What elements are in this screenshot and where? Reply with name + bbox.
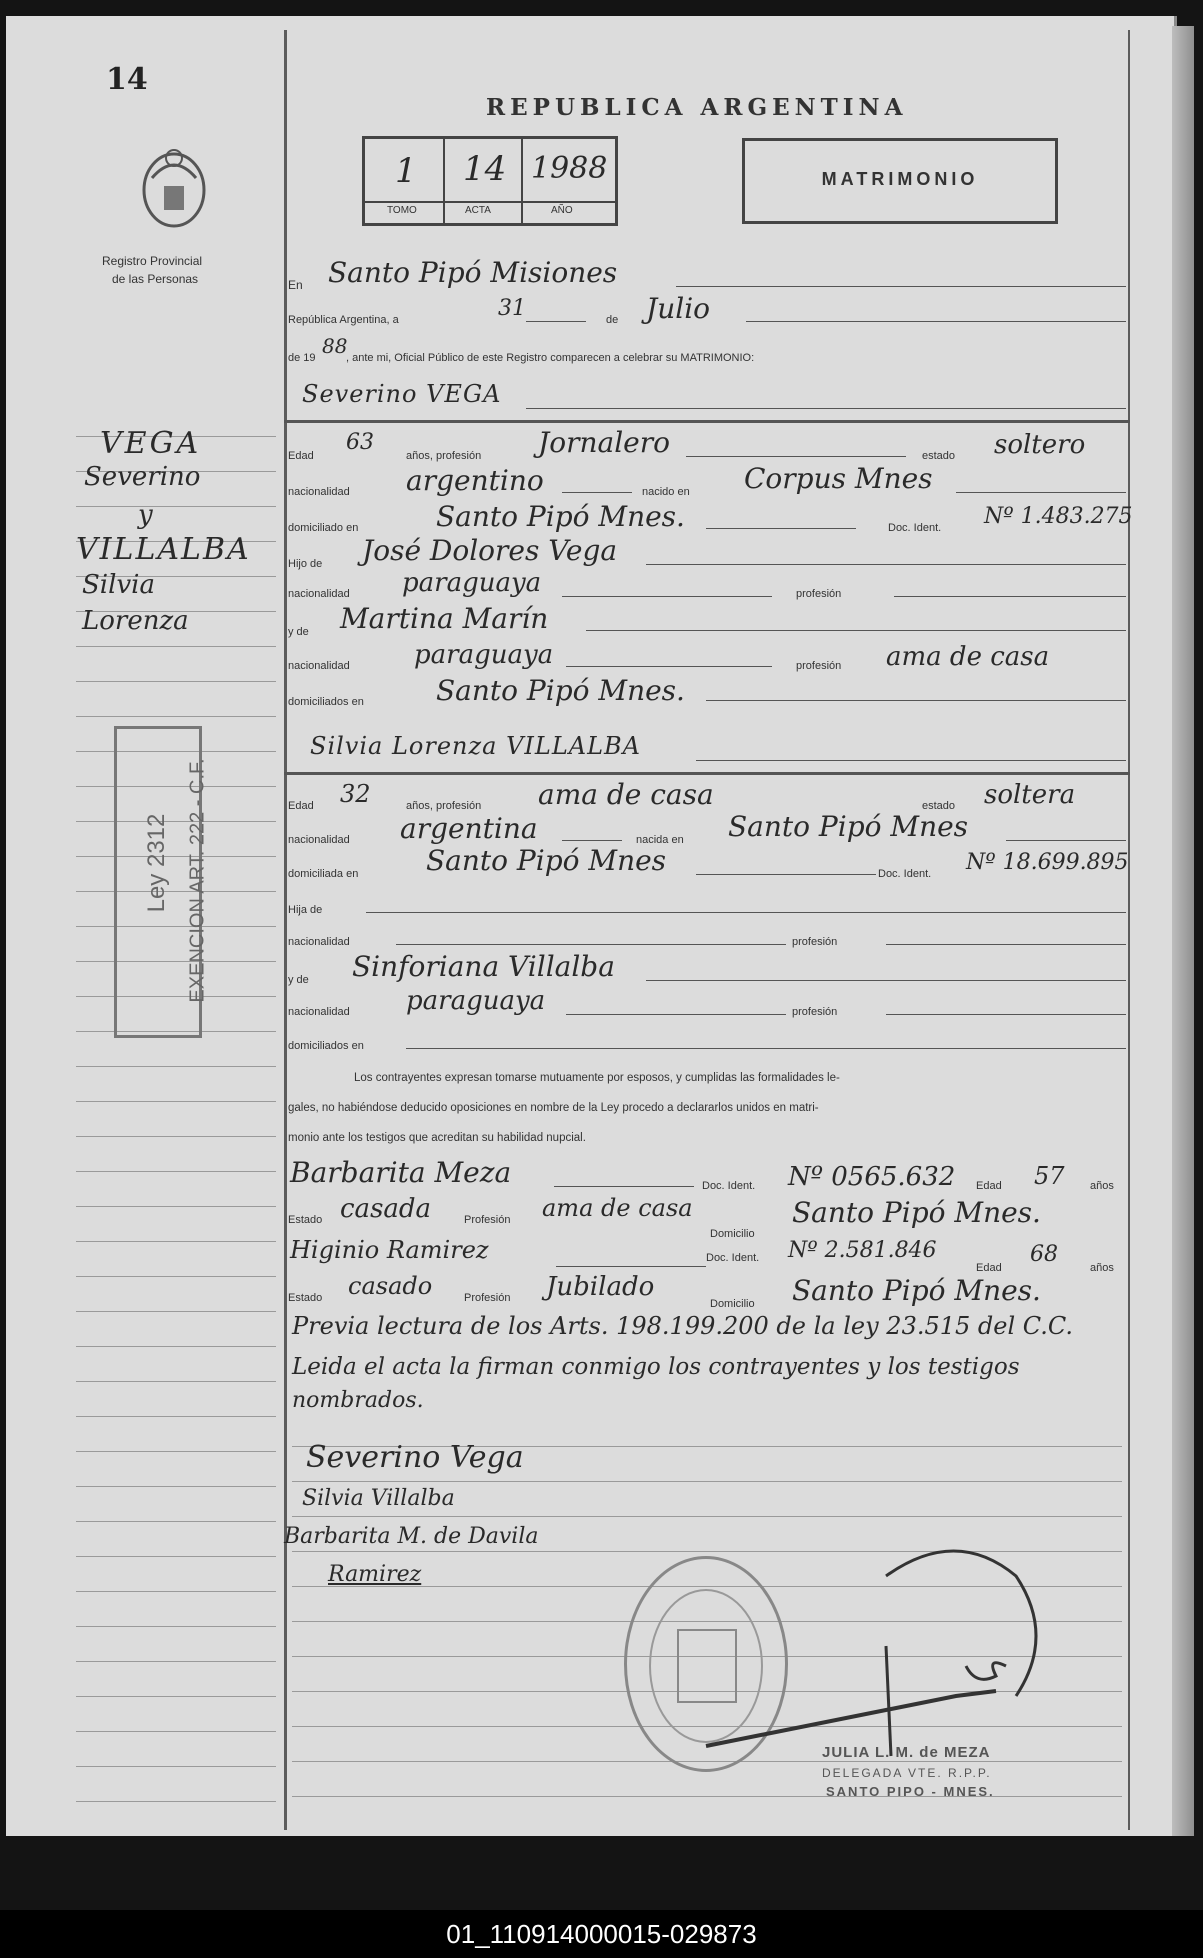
witness1-anos-label: años: [1090, 1180, 1114, 1192]
bride-doc-label: Doc. Ident.: [878, 868, 932, 880]
tomo-value: 1: [395, 151, 417, 191]
bride-mother-nationality: paraguaya: [406, 986, 546, 1016]
footer-id: 01_110914000015-029873: [0, 1910, 1203, 1958]
official-place: SANTO PIPO - MNES.: [826, 1784, 995, 1799]
declaration-line-1: Los contrayentes expresan tomarse mutuamente por esposos, y cumplidas las formalidades le-: [354, 1072, 840, 1084]
margin-rule: [76, 1451, 276, 1452]
witness2-doc-label: Doc. Ident.: [706, 1252, 760, 1264]
page-number: 14: [106, 62, 148, 97]
exemption-stamp: [114, 726, 209, 1038]
signature-witness1: Barbarita M. de Davila: [284, 1524, 539, 1549]
margin-name-6: Lorenza: [82, 606, 189, 636]
witness1-estado-label: Estado: [288, 1214, 323, 1226]
acta-value: 14: [463, 149, 507, 189]
groom-parents-dom-label: domiciliados en: [288, 696, 364, 708]
notes-line-2: Leida el acta la firman conmigo los contrayentes y los testigos: [292, 1354, 1020, 1380]
bride-mother: Sinforiana Villalba: [352, 950, 615, 983]
groom-edad-label: Edad: [288, 450, 314, 462]
groom-dom-label: domiciliado en: [288, 522, 359, 534]
witness2-status: casado: [348, 1272, 433, 1300]
witness2-domicile: Santo Pipó Mnes.: [792, 1274, 1041, 1307]
groom-yde-label: y de: [288, 626, 309, 638]
declaration-line-3: monio ante los testigos que acreditan su habilidad nupcial.: [288, 1132, 586, 1144]
intro-day: 31: [498, 296, 526, 321]
stamp-exemption-text: EXENCION ART. 222 - C.F.: [186, 758, 209, 1003]
republica-label: República Argentina, a: [288, 314, 399, 326]
margin-name-3: y: [138, 500, 153, 530]
page-edge: [1172, 26, 1194, 1836]
witness1-age: 57: [1034, 1162, 1065, 1190]
margin-rule: [76, 1206, 276, 1207]
en-label: En: [288, 278, 303, 292]
witness2-estado-label: Estado: [288, 1292, 323, 1304]
margin-rule: [76, 646, 276, 647]
witness1-doc: Nº 0565.632: [788, 1162, 956, 1192]
record-type-box: [742, 138, 1058, 224]
witness1-prof-label: Profesión: [464, 1214, 511, 1226]
signature-groom: Severino Vega: [306, 1440, 524, 1475]
groom-father: José Dolores Vega: [362, 534, 618, 567]
main-rule: [292, 1481, 1122, 1482]
groom-profesion-label: años, profesión: [406, 450, 482, 462]
main-left-border: [284, 30, 287, 1830]
witness1-status: casada: [340, 1194, 432, 1224]
groom-estado-label: estado: [922, 450, 956, 462]
groom-nacido-label: nacido en: [642, 486, 690, 498]
bride-birthplace: Santo Pipó Mnes: [728, 810, 969, 843]
official-title: DELEGADA VTE. R.P.P.: [822, 1766, 992, 1780]
witness2-prof-label: Profesión: [464, 1292, 511, 1304]
register-page: [6, 16, 1177, 1836]
margin-rule: [76, 1381, 276, 1382]
margin-name-5: Silvia: [82, 570, 155, 600]
year-prefix: de 19: [288, 352, 316, 364]
margin-rule: [76, 1591, 276, 1592]
margin-rule: [76, 681, 276, 682]
coat-of-arms-icon: [134, 138, 214, 234]
bride-nac-label: nacionalidad: [288, 834, 350, 846]
groom-father-nac-label: nacionalidad: [288, 588, 350, 600]
witness2-dom-label: Domicilio: [710, 1298, 755, 1310]
margin-rule: [76, 1521, 276, 1522]
bride-status: soltera: [984, 780, 1076, 810]
margin-rule: [76, 1066, 276, 1067]
registry-label-2: de las Personas: [112, 272, 199, 286]
margin-rule: [76, 1171, 276, 1172]
witness2-name: Higinio Ramirez: [290, 1236, 489, 1264]
margin-rule: [76, 1276, 276, 1277]
notes-line-3: nombrados.: [292, 1388, 424, 1413]
groom-name: Severino VEGA: [302, 380, 502, 408]
record-type: MATRIMONIO: [821, 169, 979, 189]
declaration-line-2: gales, no habiéndose deducido oposiciones en nombre de la Ley procedo a declararlos unidos en matri-: [288, 1102, 819, 1114]
bride-father-nac-label: nacionalidad: [288, 936, 350, 948]
signature-witness2: Ramirez: [328, 1562, 422, 1587]
bride-nationality: argentina: [400, 812, 538, 845]
groom-parents-domicile: Santo Pipó Mnes.: [436, 674, 685, 707]
bride-hija-label: Hija de: [288, 904, 323, 916]
witness2-edad-label: Edad: [976, 1262, 1002, 1274]
record-number-box: [362, 136, 618, 226]
groom-domicile: Santo Pipó Mnes.: [436, 500, 685, 533]
groom-hijo-label: Hijo de: [288, 558, 323, 570]
margin-rule: [76, 1136, 276, 1137]
groom-doc-label: Doc. Ident.: [888, 522, 942, 534]
appear-text: , ante mi, Oficial Público de este Registro comparecen a celebrar su MATRIMONIO:: [346, 352, 755, 364]
anio-label: AÑO: [551, 205, 573, 216]
country-title: REPUBLICA ARGENTINA: [486, 94, 908, 121]
bride-doc: Nº 18.699.895: [966, 850, 1129, 875]
bride-age: 32: [340, 780, 371, 808]
bride-parents-dom-label: domiciliados en: [288, 1040, 364, 1052]
margin-name-2: Severino: [84, 462, 201, 492]
witness1-dom-label: Domicilio: [710, 1228, 755, 1240]
anio-value: 1988: [531, 151, 608, 186]
margin-rule: [76, 506, 276, 507]
margin-rule: [76, 1696, 276, 1697]
groom-father-nationality: paraguaya: [402, 568, 542, 598]
witness1-edad-label: Edad: [976, 1180, 1002, 1192]
margin-rule: [76, 1101, 276, 1102]
stamp-law-text: Ley 2312: [143, 813, 170, 913]
bride-edad-label: Edad: [288, 800, 314, 812]
intro-month: Julio: [646, 292, 711, 325]
groom-birthplace: Corpus Mnes: [744, 462, 933, 495]
bride-estado-label: estado: [922, 800, 956, 812]
year-suffix: 88: [322, 334, 348, 358]
margin-rule: [76, 1661, 276, 1662]
intro-place: Santo Pipó Misiones: [328, 256, 618, 289]
witness1-profession: ama de casa: [542, 1194, 693, 1222]
groom-age: 63: [346, 430, 374, 455]
margin-rule: [76, 1766, 276, 1767]
bride-name: Silvia Lorenza VILLALBA: [310, 732, 641, 760]
groom-mother: Martina Marín: [340, 602, 549, 635]
margin-rule: [76, 1731, 276, 1732]
groom-father-prof-label: profesión: [796, 588, 842, 600]
bride-yde-label: y de: [288, 974, 309, 986]
groom-mother-profession: ama de casa: [886, 642, 1050, 672]
bride-mother-prof-label: profesión: [792, 1006, 838, 1018]
intro-de-label: de: [606, 314, 619, 326]
groom-mother-prof-label: profesión: [796, 660, 842, 672]
witness2-profession: Jubilado: [546, 1272, 655, 1302]
bride-nacida-label: nacida en: [636, 834, 684, 846]
bride-profession: ama de casa: [538, 778, 714, 811]
notes-line-1: Previa lectura de los Arts. 198.199.200 de la ley 23.515 del C.C.: [292, 1312, 1074, 1340]
witness1-name: Barbarita Meza: [290, 1156, 512, 1189]
margin-rule: [76, 1241, 276, 1242]
bride-dom-label: domiciliada en: [288, 868, 359, 880]
witness2-age: 68: [1030, 1242, 1058, 1267]
bride-mother-nac-label: nacionalidad: [288, 1006, 350, 1018]
witness1-domicile: Santo Pipó Mnes.: [792, 1196, 1041, 1229]
margin-rule: [76, 1801, 276, 1802]
main-right-border: [1128, 30, 1130, 1830]
groom-nationality: argentino: [406, 464, 544, 497]
margin-name-1: VEGA: [100, 426, 202, 461]
registry-label-1: Registro Provincial: [102, 254, 203, 268]
signature-bride: Silvia Villalba: [302, 1486, 455, 1511]
witness2-doc: Nº 2.581.846: [788, 1238, 937, 1263]
margin-rule: [76, 716, 276, 717]
margin-rule: [76, 1346, 276, 1347]
margin-rule: [76, 1416, 276, 1417]
groom-mother-nac-label: nacionalidad: [288, 660, 350, 672]
margin-rule: [76, 1311, 276, 1312]
witness2-anos-label: años: [1090, 1262, 1114, 1274]
bride-father-prof-label: profesión: [792, 936, 838, 948]
groom-status: soltero: [994, 430, 1086, 460]
groom-nac-label: nacionalidad: [288, 486, 350, 498]
groom-mother-nationality: paraguaya: [414, 640, 554, 670]
witness1-doc-label: Doc. Ident.: [702, 1180, 756, 1192]
official-name: JULIA L. M. de MEZA: [822, 1744, 991, 1761]
groom-profession: Jornalero: [538, 426, 670, 459]
main-rule: [292, 1796, 1122, 1797]
groom-doc: Nº 1.483.275: [984, 504, 1133, 529]
margin-rule: [76, 1556, 276, 1557]
official-signature-icon: [696, 1516, 1056, 1776]
bride-domicile: Santo Pipó Mnes: [426, 844, 667, 877]
margin-name-4: VILLALBA: [76, 532, 251, 567]
tomo-label: TOMO: [387, 205, 417, 216]
margin-rule: [76, 1486, 276, 1487]
margin-rule: [76, 1626, 276, 1627]
left-margin: [6, 16, 284, 1836]
bride-profesion-label: años, profesión: [406, 800, 482, 812]
acta-label: ACTA: [465, 205, 491, 216]
